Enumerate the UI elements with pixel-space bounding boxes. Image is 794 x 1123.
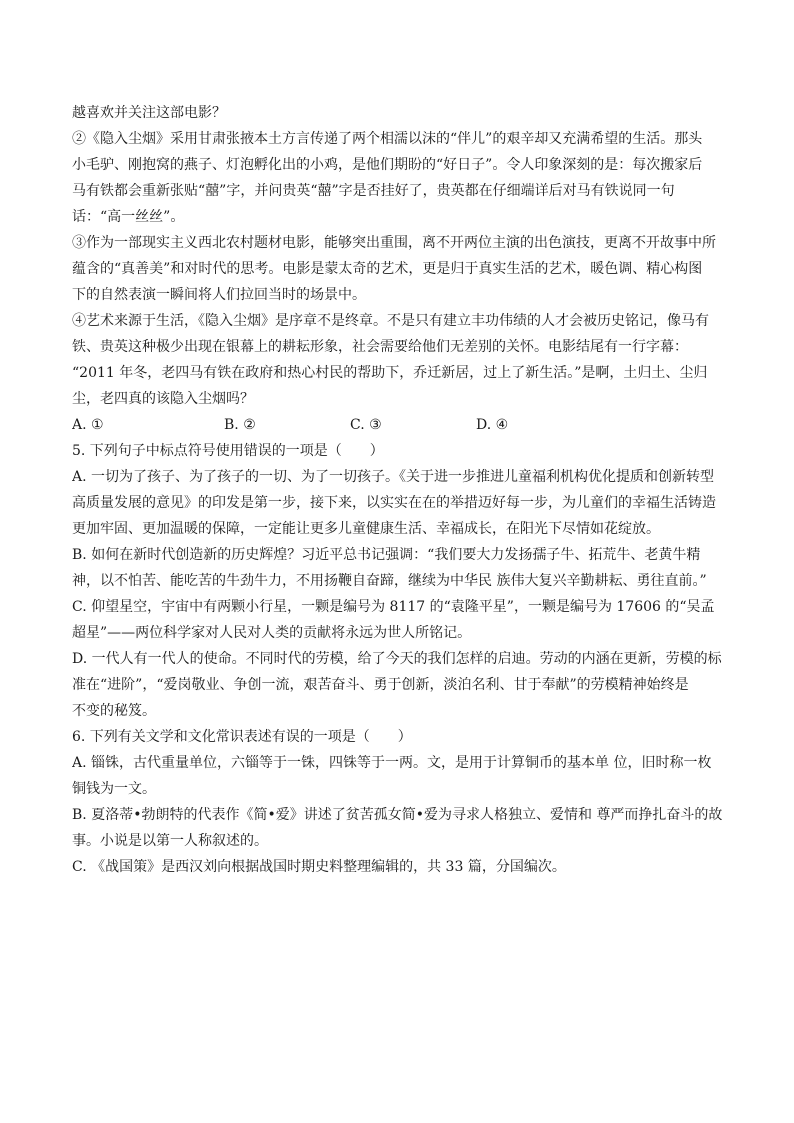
option-a: A. ① bbox=[72, 417, 104, 433]
page-content bbox=[72, 100, 732, 880]
question-6-option-text: 事。小说是以第一人称叙述的。 bbox=[72, 833, 268, 849]
question-5-option-text: 高质量发展的意见》的印发是第一步，接下来，以实实在在的举措迈好每一步，为儿童们的幸福生活铸造 bbox=[72, 495, 716, 511]
text-line: ②《隐入尘烟》采用甘肃张掖本土方言传递了两个相濡以沫的“伴儿”的艰辛却又充满希望的生活。那头 bbox=[72, 131, 703, 147]
question-6-option-text: A. 锱铢，古代重量单位，六锱等于一铢，四铢等于一两。文，是用于计算铜币的基本单 位，旧时称一枚 bbox=[72, 755, 712, 771]
question-4-options bbox=[72, 412, 732, 438]
text-line: ③作为一部现实主义西北农村题材电影，能够突出重围，离不开两位主演的出色演技，更离不开故事中所 bbox=[72, 235, 716, 251]
question-5-option-text: 神，以不怕苦、能吃苦的牛劲牛力，不用扬鞭自奋蹄，继续为中华民 族伟大复兴辛勤耕耘、勇往直前。” bbox=[72, 573, 707, 589]
question-6-stem: 6. 下列有关文学和文化常识表述有误的一项是（ ） bbox=[72, 729, 412, 745]
question-6-option-text: B. 夏洛蒂•勃朗特的代表作《简•爱》讲述了贫苦孤女简•爱为寻求人格独立、爱情和 尊严而挣扎奋斗的故 bbox=[72, 807, 723, 823]
question-5-stem: 5. 下列句子中标点符号使用错误的一项是（ ） bbox=[72, 443, 384, 459]
question-5-option-text: C. 仰望星空，宇宙中有两颗小行星，一颗是编号为 8117 的“袁隆平星”，一颗是编号为 17606 的“吴孟 bbox=[72, 599, 715, 615]
text-line: 蕴含的“真善美”和对时代的思考。电影是蒙太奇的艺术，更是归于真实生活的艺术，暖色调、精心构图 bbox=[72, 261, 703, 277]
text-line: 越喜欢并关注这部电影？ bbox=[72, 105, 226, 121]
text-line: 马有铁都会重新张贴“囍”字，并问贵英“囍”字是否挂好了，贵英都在仔细端详后对马有铁说同一句 bbox=[72, 183, 675, 199]
question-5-option-text: 更加牢固、更加温暖的保障，一定能让更多儿童健康生活、幸福成长，在阳光下尽情如花绽放。 bbox=[72, 521, 660, 537]
text-line: 小毛驴、刚抱窝的燕子、灯泡孵化出的小鸡，是他们期盼的“好日子”。令人印象深刻的是：每次搬家后 bbox=[72, 157, 703, 173]
question-5-option-text: 准在“进阶”，“爱岗敬业、争创一流，艰苦奋斗、勇于创新，淡泊名利、甘于奉献”的劳模精神始终是 bbox=[72, 677, 689, 693]
text-line: 尘，老四真的该隐入尘烟吗？ bbox=[72, 391, 254, 407]
text-line: “2011 年冬，老四马有铁在政府和热心村民的帮助下，乔迁新居，过上了新生活。”是啊，土归土、尘归 bbox=[72, 365, 708, 381]
option-c: C. ③ bbox=[350, 417, 382, 433]
text-line: 下的自然表演一瞬间将人们拉回当时的场景中。 bbox=[72, 287, 366, 303]
question-6-option-text: 铜钱为一文。 bbox=[72, 781, 156, 797]
question-5-option-text: D. 一代人有一代人的使命。不同时代的劳模，给了今天的我们怎样的启迪。劳动的内涵在更新，劳模的标 bbox=[72, 651, 722, 667]
question-6-option-text: C. 《战国策》是西汉刘向根据战国时期史料整理编辑的，共 33 篇，分国编次。 bbox=[72, 859, 566, 875]
text-line: ④艺术来源于生活，《隐入尘烟》是序章不是终章。不是只有建立丰功伟绩的人才会被历史铭记，像马有 bbox=[72, 313, 709, 329]
question-5-option-text: A. 一切为了孩子、为了孩子的一切、为了一切孩子。《关于进一步推进儿童福利机构优化提质和创新转型 bbox=[72, 469, 715, 485]
text-line: 话：“高一丝丝”。 bbox=[72, 209, 185, 225]
question-5-option-text: 不变的秘笈。 bbox=[72, 703, 156, 719]
question-5-option-text: 超星”——两位科学家对人民对人类的贡献将永远为世人所铭记。 bbox=[72, 625, 472, 641]
option-b: B. ② bbox=[224, 417, 256, 433]
option-d: D. ④ bbox=[476, 417, 509, 433]
question-5-option-text: B. 如何在新时代创造新的历史辉煌？习近平总书记强调：“我们要大力发扬孺子牛、拓荒牛、老黄牛精 bbox=[72, 547, 701, 563]
text-line: 铁、贵英这种极少出现在银幕上的耕耘形象，社会需要给他们无差别的关怀。电影结尾有一行字幕： bbox=[72, 339, 688, 355]
